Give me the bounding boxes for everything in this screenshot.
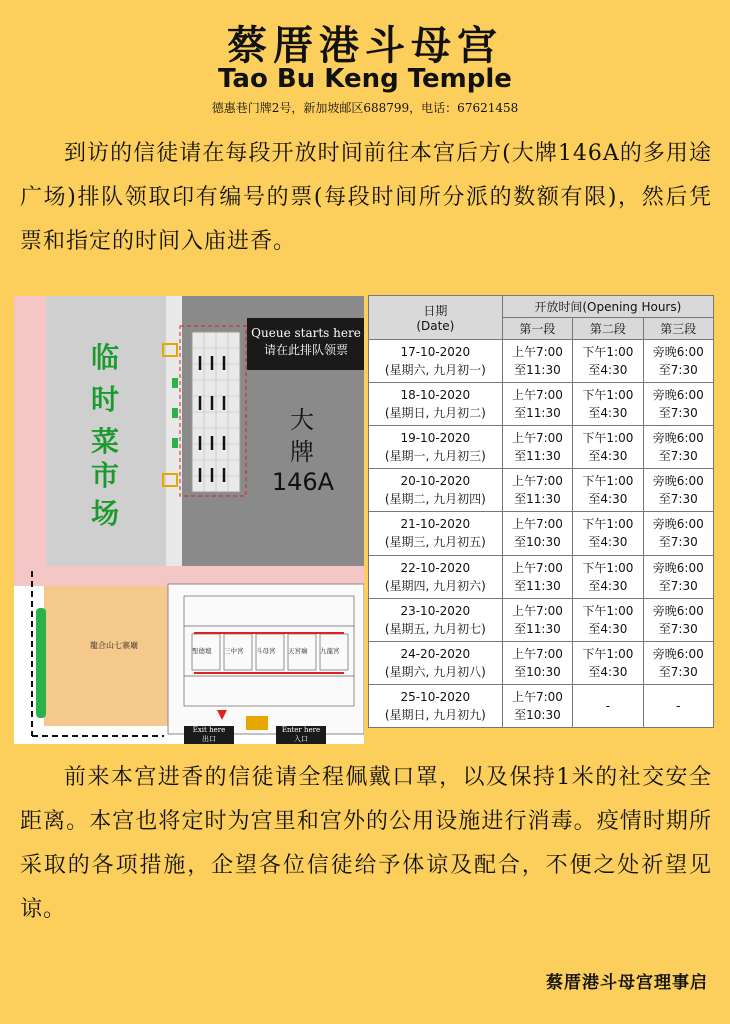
green-hedge [36, 608, 46, 718]
session-3-cell [643, 383, 713, 426]
block-label-char: 牌 [290, 438, 314, 466]
exit-label [184, 726, 234, 744]
block-label-number: 146A [271, 468, 335, 496]
date-header-en: (Date) [416, 319, 455, 333]
date-cell-line: (星期日, 九月初九) [384, 707, 486, 722]
green-post [172, 378, 178, 388]
date-header-cn: 日期 [423, 304, 448, 318]
pink-strip-bottom [14, 566, 364, 586]
session-3-cell-line: 至7:30 [658, 449, 698, 464]
date-cell-line: (星期六, 九月初八) [384, 664, 486, 679]
session-1-cell-line: 至10:30 [514, 664, 561, 679]
session-2-cell [573, 598, 643, 641]
session-1-cell-line: 上午7:00 [511, 560, 563, 575]
shrine-label: 聖德壇 [192, 647, 212, 655]
shrine-label: 斗母宮 [256, 647, 276, 655]
date-cell-line: (星期三, 九月初五) [384, 535, 486, 550]
session-2-cell-line: 至4:30 [588, 406, 628, 421]
session-1-cell [502, 340, 573, 383]
queue-start-callout [247, 318, 364, 370]
market-label-char: 时 [90, 383, 119, 416]
date-cell [369, 512, 503, 555]
session-1-cell-line: 上午7:00 [511, 474, 563, 489]
date-cell-line: 17-10-2020 [400, 345, 471, 360]
session-2-cell-line: 下午1:00 [582, 646, 634, 661]
date-cell [369, 469, 503, 512]
session-1-cell-line: 上午7:00 [511, 517, 563, 532]
session-2-cell-line: 至4:30 [588, 363, 628, 378]
queue-location-map [14, 296, 364, 744]
date-cell-line: 20-10-2020 [400, 474, 471, 489]
session-2-cell-line: 下午1:00 [582, 345, 634, 360]
date-cell [369, 684, 503, 727]
date-column-header [369, 296, 503, 340]
session-3-cell [643, 555, 713, 598]
date-cell [369, 383, 503, 426]
queue-label-english: Queue starts here [251, 326, 361, 340]
temple-title-chinese: 蔡厝港斗母宫 [227, 22, 503, 69]
temple-floor-plan [168, 584, 364, 734]
session-2-cell [573, 641, 643, 684]
session-3-header: 第三段 [643, 318, 713, 340]
date-cell-line: 21-10-2020 [400, 517, 471, 532]
table-row [369, 641, 714, 684]
session-1-cell [502, 469, 573, 512]
neighbour-temple-label: 龍合山七寨廟 [90, 641, 138, 650]
session-2-cell-line: 至4:30 [588, 449, 628, 464]
session-3-cell-line: 至7:30 [658, 363, 698, 378]
temple-address: 德惠巷门牌2号，新加坡邮区688799，电话：67621458 [211, 101, 519, 115]
date-cell-line: 25-10-2020 [400, 689, 471, 704]
session-1-cell-line: 上午7:00 [511, 646, 563, 661]
date-cell [369, 426, 503, 469]
date-cell-line: (星期一, 九月初三) [384, 449, 486, 464]
session-3-cell-line: 旁晚6:00 [652, 388, 704, 403]
session-2-cell-line: 下午1:00 [582, 517, 634, 532]
market-label-char: 市 [90, 459, 119, 492]
session-1-header: 第一段 [502, 318, 573, 340]
market-label-char: 场 [90, 497, 119, 530]
session-3-cell-line: - [676, 698, 681, 713]
opening-hours-header: 开放时间(Opening Hours) [502, 296, 713, 318]
session-3-cell-line: 旁晚6:00 [652, 345, 704, 360]
session-1-cell [502, 426, 573, 469]
session-3-cell-line: 旁晚6:00 [652, 431, 704, 446]
session-1-cell-line: 上午7:00 [511, 431, 563, 446]
session-2-cell-line: 至4:30 [588, 492, 628, 507]
session-2-cell-line: 下午1:00 [582, 388, 634, 403]
session-2-cell [573, 340, 643, 383]
table-row [369, 512, 714, 555]
session-3-cell-line: 至7:30 [658, 535, 698, 550]
table-row [369, 426, 714, 469]
session-3-cell-line: 旁晚6:00 [652, 517, 704, 532]
session-2-cell-line: 至4:30 [588, 621, 628, 636]
date-cell [369, 340, 503, 383]
session-1-cell-line: 至11:30 [514, 578, 561, 593]
shrine-label: 三中宮 [224, 647, 244, 655]
neighbour-temple-area [44, 586, 168, 726]
session-3-cell [643, 684, 713, 727]
temple-title-english: Tao Bu Keng Temple [218, 64, 512, 94]
date-cell-line: 19-10-2020 [400, 431, 471, 446]
date-cell-line: (星期日, 九月初二) [384, 406, 486, 421]
enter-label-english: Enter here [281, 726, 321, 734]
exit-label-english: Exit here [192, 726, 226, 734]
date-cell-line: 18-10-2020 [400, 388, 471, 403]
market-label-char: 临 [90, 341, 119, 374]
session-1-cell-line: 至11:30 [514, 449, 561, 464]
session-3-cell-line: 旁晚6:00 [652, 603, 704, 618]
session-1-cell-line: 至10:30 [514, 707, 561, 722]
session-1-cell-line: 上午7:00 [511, 345, 563, 360]
opening-hours-table [368, 295, 714, 728]
date-cell-line: (星期四, 九月初六) [384, 578, 486, 593]
date-cell [369, 598, 503, 641]
session-1-cell [502, 512, 573, 555]
session-1-cell-line: 至11:30 [514, 363, 561, 378]
session-3-cell [643, 641, 713, 684]
shrine-label: 天宮廟 [288, 647, 308, 655]
session-3-cell [643, 340, 713, 383]
date-cell [369, 555, 503, 598]
session-3-cell [643, 469, 713, 512]
date-cell-line: (星期六, 九月初一) [384, 363, 486, 378]
table-row [369, 469, 714, 512]
session-3-cell [643, 598, 713, 641]
table-row [369, 340, 714, 383]
date-cell-line: 22-10-2020 [400, 560, 471, 575]
session-2-cell-line: 至4:30 [588, 535, 628, 550]
signature: 蔡厝港斗母宫理事启 [546, 973, 708, 993]
session-2-cell [573, 555, 643, 598]
session-1-cell [502, 684, 573, 727]
session-2-cell-line: 下午1:00 [582, 603, 634, 618]
session-3-cell-line: 至7:30 [658, 406, 698, 421]
session-3-cell-line: 旁晚6:00 [652, 646, 704, 661]
session-1-cell-line: 至10:30 [514, 535, 561, 550]
market-label-char: 菜 [90, 425, 119, 458]
date-cell-line: 24-20-2020 [400, 646, 471, 661]
shrine-label: 九龍宮 [320, 647, 340, 655]
schedule-rows [369, 340, 714, 728]
date-cell-line: (星期五, 九月初七) [384, 621, 486, 636]
queue-label-chinese: 请在此排队领票 [263, 343, 348, 357]
session-1-cell [502, 598, 573, 641]
block-label-char: 大 [290, 406, 314, 434]
session-2-cell-line: 下午1:00 [582, 431, 634, 446]
session-2-cell-line: 至4:30 [588, 578, 628, 593]
session-3-cell-line: 旁晚6:00 [652, 560, 704, 575]
session-2-cell-line: 下午1:00 [582, 560, 634, 575]
session-1-cell-line: 至11:30 [514, 406, 561, 421]
enter-label-chinese: 入口 [294, 735, 308, 743]
session-2-cell [573, 469, 643, 512]
session-2-cell-line: - [605, 698, 611, 713]
green-post [172, 438, 178, 448]
session-1-cell-line: 至11:30 [514, 492, 561, 507]
session-3-cell-line: 旁晚6:00 [652, 474, 704, 489]
table-row [369, 684, 714, 727]
session-3-cell [643, 512, 713, 555]
session-2-cell [573, 426, 643, 469]
session-2-cell [573, 383, 643, 426]
session-1-cell [502, 383, 573, 426]
date-cell-line: (星期二, 九月初四) [384, 492, 486, 507]
session-2-cell-line: 下午1:00 [582, 474, 634, 489]
session-3-cell-line: 至7:30 [658, 578, 698, 593]
session-3-cell-line: 至7:30 [658, 621, 698, 636]
session-2-cell-line: 至4:30 [588, 664, 628, 679]
session-3-cell [643, 426, 713, 469]
floor-plan-yellow-mark [246, 716, 268, 730]
session-1-cell-line: 上午7:00 [511, 603, 563, 618]
session-1-cell [502, 641, 573, 684]
session-1-cell [502, 555, 573, 598]
table-row [369, 598, 714, 641]
session-2-header: 第二段 [573, 318, 643, 340]
green-post [172, 408, 178, 418]
table-row [369, 383, 714, 426]
session-3-cell-line: 至7:30 [658, 492, 698, 507]
session-2-cell [573, 684, 643, 727]
session-1-cell-line: 上午7:00 [511, 689, 563, 704]
enter-label [276, 726, 326, 744]
session-1-cell-line: 至11:30 [514, 621, 561, 636]
session-1-cell-line: 上午7:00 [511, 388, 563, 403]
intro-paragraph: 到访的信徒请在每段开放时间前往本宫后方(大牌146A的多用途广场)排队领取印有编号的票(每段时间所分派的数额有限)，然后凭票和指定的时间入庙进香。 [20, 141, 712, 254]
closing-paragraph: 前来本宫进香的信徒请全程佩戴口罩，以及保持1米的社交安全距离。本宫也将定时为宫里和宫外的公用设施进行消毒。疫情时期所采取的各项措施，企望各位信徒给予体谅及配合，不便之处祈望见谅。 [20, 765, 712, 922]
pink-strip-left [14, 296, 46, 566]
table-row [369, 555, 714, 598]
session-3-cell-line: 至7:30 [658, 664, 698, 679]
session-2-cell [573, 512, 643, 555]
date-cell [369, 641, 503, 684]
exit-label-chinese: 出口 [202, 735, 216, 743]
date-cell-line: 23-10-2020 [400, 603, 471, 618]
